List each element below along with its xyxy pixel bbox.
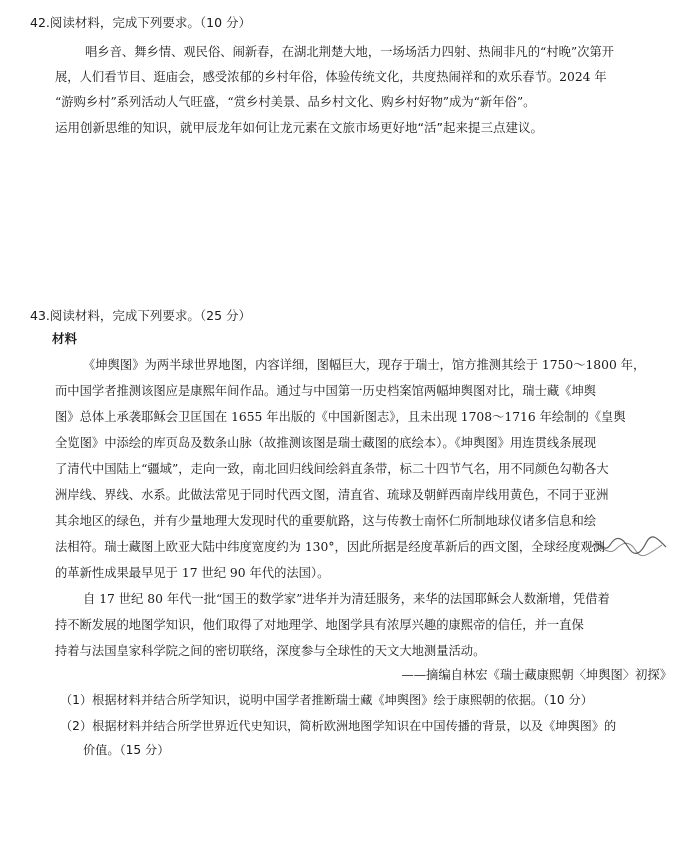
q43-p2-line-1: 自 17 世纪 80 年代一批“国王的数学家”进华并为清廷服务，来华的法国耶稣会人数渐增，凭借着 <box>83 592 610 606</box>
q43-p1-line-5: 了清代中国陆上“疆域”，走向一致，南北回归线间绘斜直条带，标二十四节气名，用不同颜色勾勒各大 <box>55 462 609 476</box>
q43-p1-line-3: 图》总体上承袭耶稣会卫匡国在 1655 年出版的《中国新图志》，且未出现 1708～1716 年绘制的《皇舆 <box>55 410 626 424</box>
q43-p1-line-1: 《坤舆图》为两半球世界地图，内容详细，图幅巨大，现存于瑞士，馆方推测其绘于 1750～1800 年， <box>83 358 646 372</box>
q42-paragraph-line-1: 唱乡音、舞乡情、观民俗、闹新春，在湖北荆楚大地，一场场活力四射、热闹非凡的“村晚”次第开 <box>85 45 615 59</box>
q43-p2-line-2: 持不断发展的地图学知识，他们取得了对地理学、地图学具有浓厚兴趣的康熙帝的信任，并一直保 <box>55 618 584 632</box>
q43-p1-line-7: 其余地区的绿色，并有少量地理大发现时代的重要航路，这与传教士南怀仁所制地球仪诸多信息和绘 <box>55 514 597 528</box>
q43-question-1: （1）根据材料并结合所学知识，说明中国学者推断瑞士藏《坤舆图》绘于康熙朝的依据。（10 分） <box>60 693 593 707</box>
q42-paragraph-line-2: 展，人们看节目、逛庙会，感受浓郁的乡村年俗，体验传统文化，共度热闹祥和的欢乐春节。2024 年 <box>55 70 607 84</box>
q43-p1-line-9: 的革新性成果最早见于 17 世纪 90 年代的法国）。 <box>55 566 330 580</box>
q43-source: ——摘编自林宏《瑞士藏康熙朝〈坤舆图〉初探》 <box>401 668 672 682</box>
q43-p1-line-4: 全览图》中添绘的库页岛及数条山脉（故推测该图是瑞士藏图的底绘本）。《坤舆图》用连贯线条展现 <box>55 436 597 450</box>
question-43-title: 43.阅读材料，完成下列要求。（25 分） <box>30 308 252 323</box>
q43-p2-line-3: 持着与法国皇家科学院之间的密切联络，深度参与全球性的天文大地测量活动。 <box>55 644 486 658</box>
q43-p1-line-6: 洲岸线、界线、水系。此做法常见于同时代西文图，清直省、琉球及朝鲜西南岸线用黄色，不同于亚洲 <box>55 488 609 502</box>
material-label: 材料 <box>52 331 78 346</box>
q42-task: 运用创新思维的知识，就甲辰龙年如何让龙元素在文旅市场更好地“活”起来提三点建议。 <box>55 120 543 135</box>
q43-question-2-line-1: （2）根据材料并结合所学世界近代史知识，简析欧洲地图学知识在中国传播的背景，以及《坤舆图》的 <box>60 719 617 733</box>
q42-paragraph-line-3: “游购乡村”系列活动人气旺盛，“赏乡村美景、品乡村文化、购乡村好物”成为“新年俗”。 <box>55 95 536 109</box>
question-42-title: 42.阅读材料，完成下列要求。（10 分） <box>30 15 252 30</box>
q43-question-2-line-2: 价值。（15 分） <box>83 743 170 757</box>
q43-p1-line-2: 而中国学者推测该图应是康熙年间作品。通过与中国第一历史档案馆两幅坤舆图对比，瑞士藏《坤舆 <box>55 384 597 398</box>
q43-p1-line-8: 法相符。瑞士藏图上欧亚大陆中纬度宽度约为 130°，因此所据是经度革新后的西文图，全球经度观测 <box>55 540 605 554</box>
